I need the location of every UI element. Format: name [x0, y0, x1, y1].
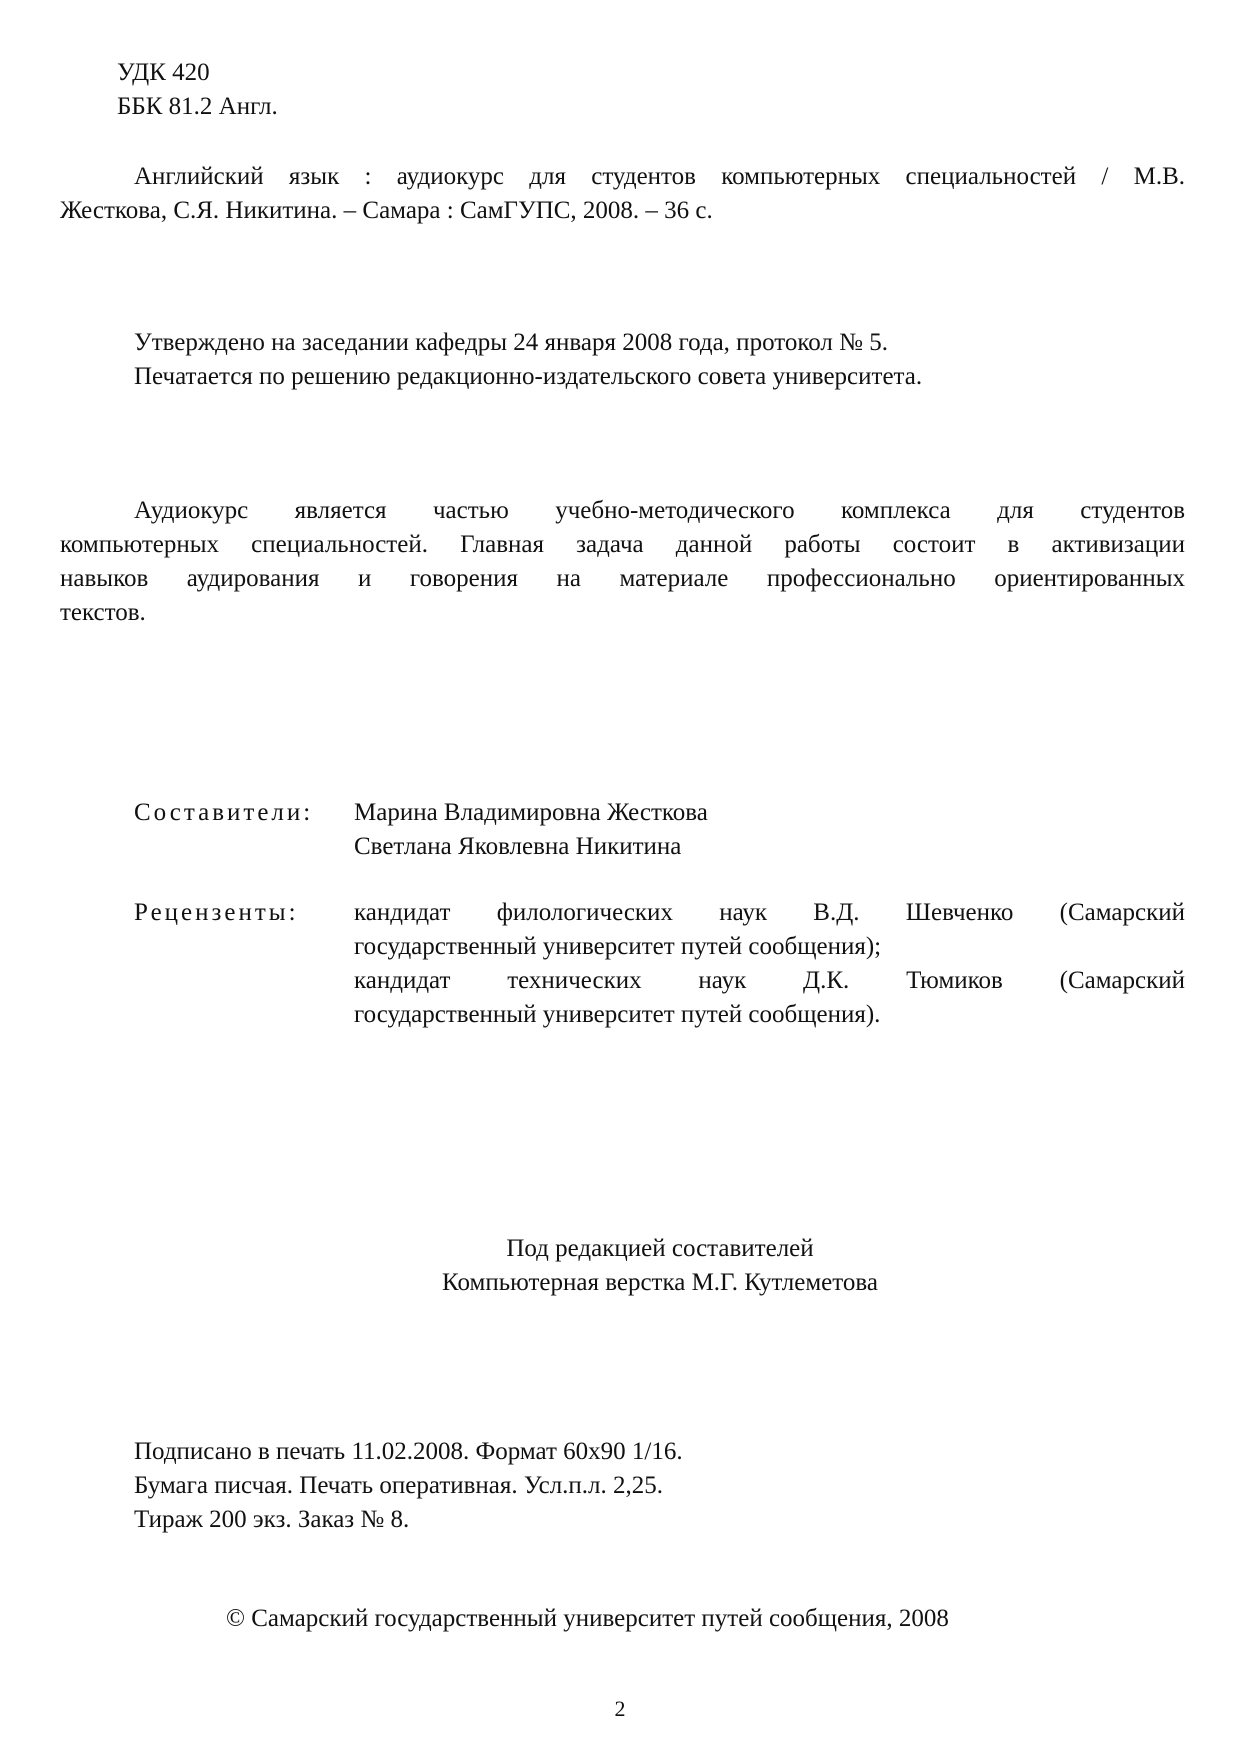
reviewer-line: государственный университет путей сообщения).	[354, 1001, 881, 1028]
layout-credit: Компьютерная верстка М.Г. Кутлеметова	[442, 1269, 878, 1296]
annotation-line: компьютерных специальностей. Главная задача данной работы состоит в активизации	[60, 531, 1185, 558]
compiler-name: Марина Владимировна Жесткова	[354, 799, 708, 826]
compilers-label: Составители:	[134, 799, 314, 826]
approval-line: Утверждено на заседании кафедры 24 января 2008 года, протокол № 5.	[134, 329, 888, 356]
citation-line: Жесткова, С.Я. Никитина. – Самара : СамГУПС, 2008. – 36 с.	[60, 197, 713, 224]
udk-code: УДК 420	[117, 59, 210, 86]
approval-line: Печатается по решению редакционно-издательского совета университета.	[134, 363, 923, 390]
copyright-notice: © Самарский государственный университет путей сообщения, 2008	[226, 1605, 949, 1632]
reviewer-line: кандидат технических наук Д.К. Тюмиков (Самарский	[354, 967, 1185, 994]
editorial-credits	[0, 1232, 1240, 1300]
annotation-paragraph	[60, 494, 1185, 630]
print-info-line: Бумага писчая. Печать оперативная. Усл.п.л. 2,25.	[134, 1472, 664, 1499]
classification-block	[117, 56, 278, 124]
compiler-name: Светлана Яковлевна Никитина	[354, 833, 682, 860]
bibliographic-citation	[60, 160, 1185, 228]
annotation-line: Аудиокурс является частью учебно-методического комплекса для студентов	[134, 497, 1185, 524]
annotation-line: текстов.	[60, 599, 146, 626]
compilers-names	[354, 796, 708, 864]
print-info-line: Тираж 200 экз. Заказ № 8.	[134, 1506, 410, 1533]
print-info	[134, 1435, 683, 1537]
reviewer-line: государственный университет путей сообщения);	[354, 933, 882, 960]
annotation-line: навыков аудирования и говорения на материале профессионально ориентированных	[60, 565, 1185, 592]
reviewers-list	[354, 896, 1185, 1032]
page-number: 2	[614, 1696, 626, 1721]
approval-block	[134, 326, 922, 394]
reviewers-label: Рецензенты:	[134, 899, 299, 926]
bbk-code: ББК 81.2 Англ.	[117, 93, 278, 120]
reviewer-line: кандидат филологических наук В.Д. Шевченко (Самарский	[354, 899, 1185, 926]
print-info-line: Подписано в печать 11.02.2008. Формат 60х90 1/16.	[134, 1438, 683, 1465]
editor-credit: Под редакцией составителей	[506, 1235, 814, 1262]
citation-line: Английский язык : аудиокурс для студентов компьютерных специальностей / М.В.	[134, 163, 1185, 190]
